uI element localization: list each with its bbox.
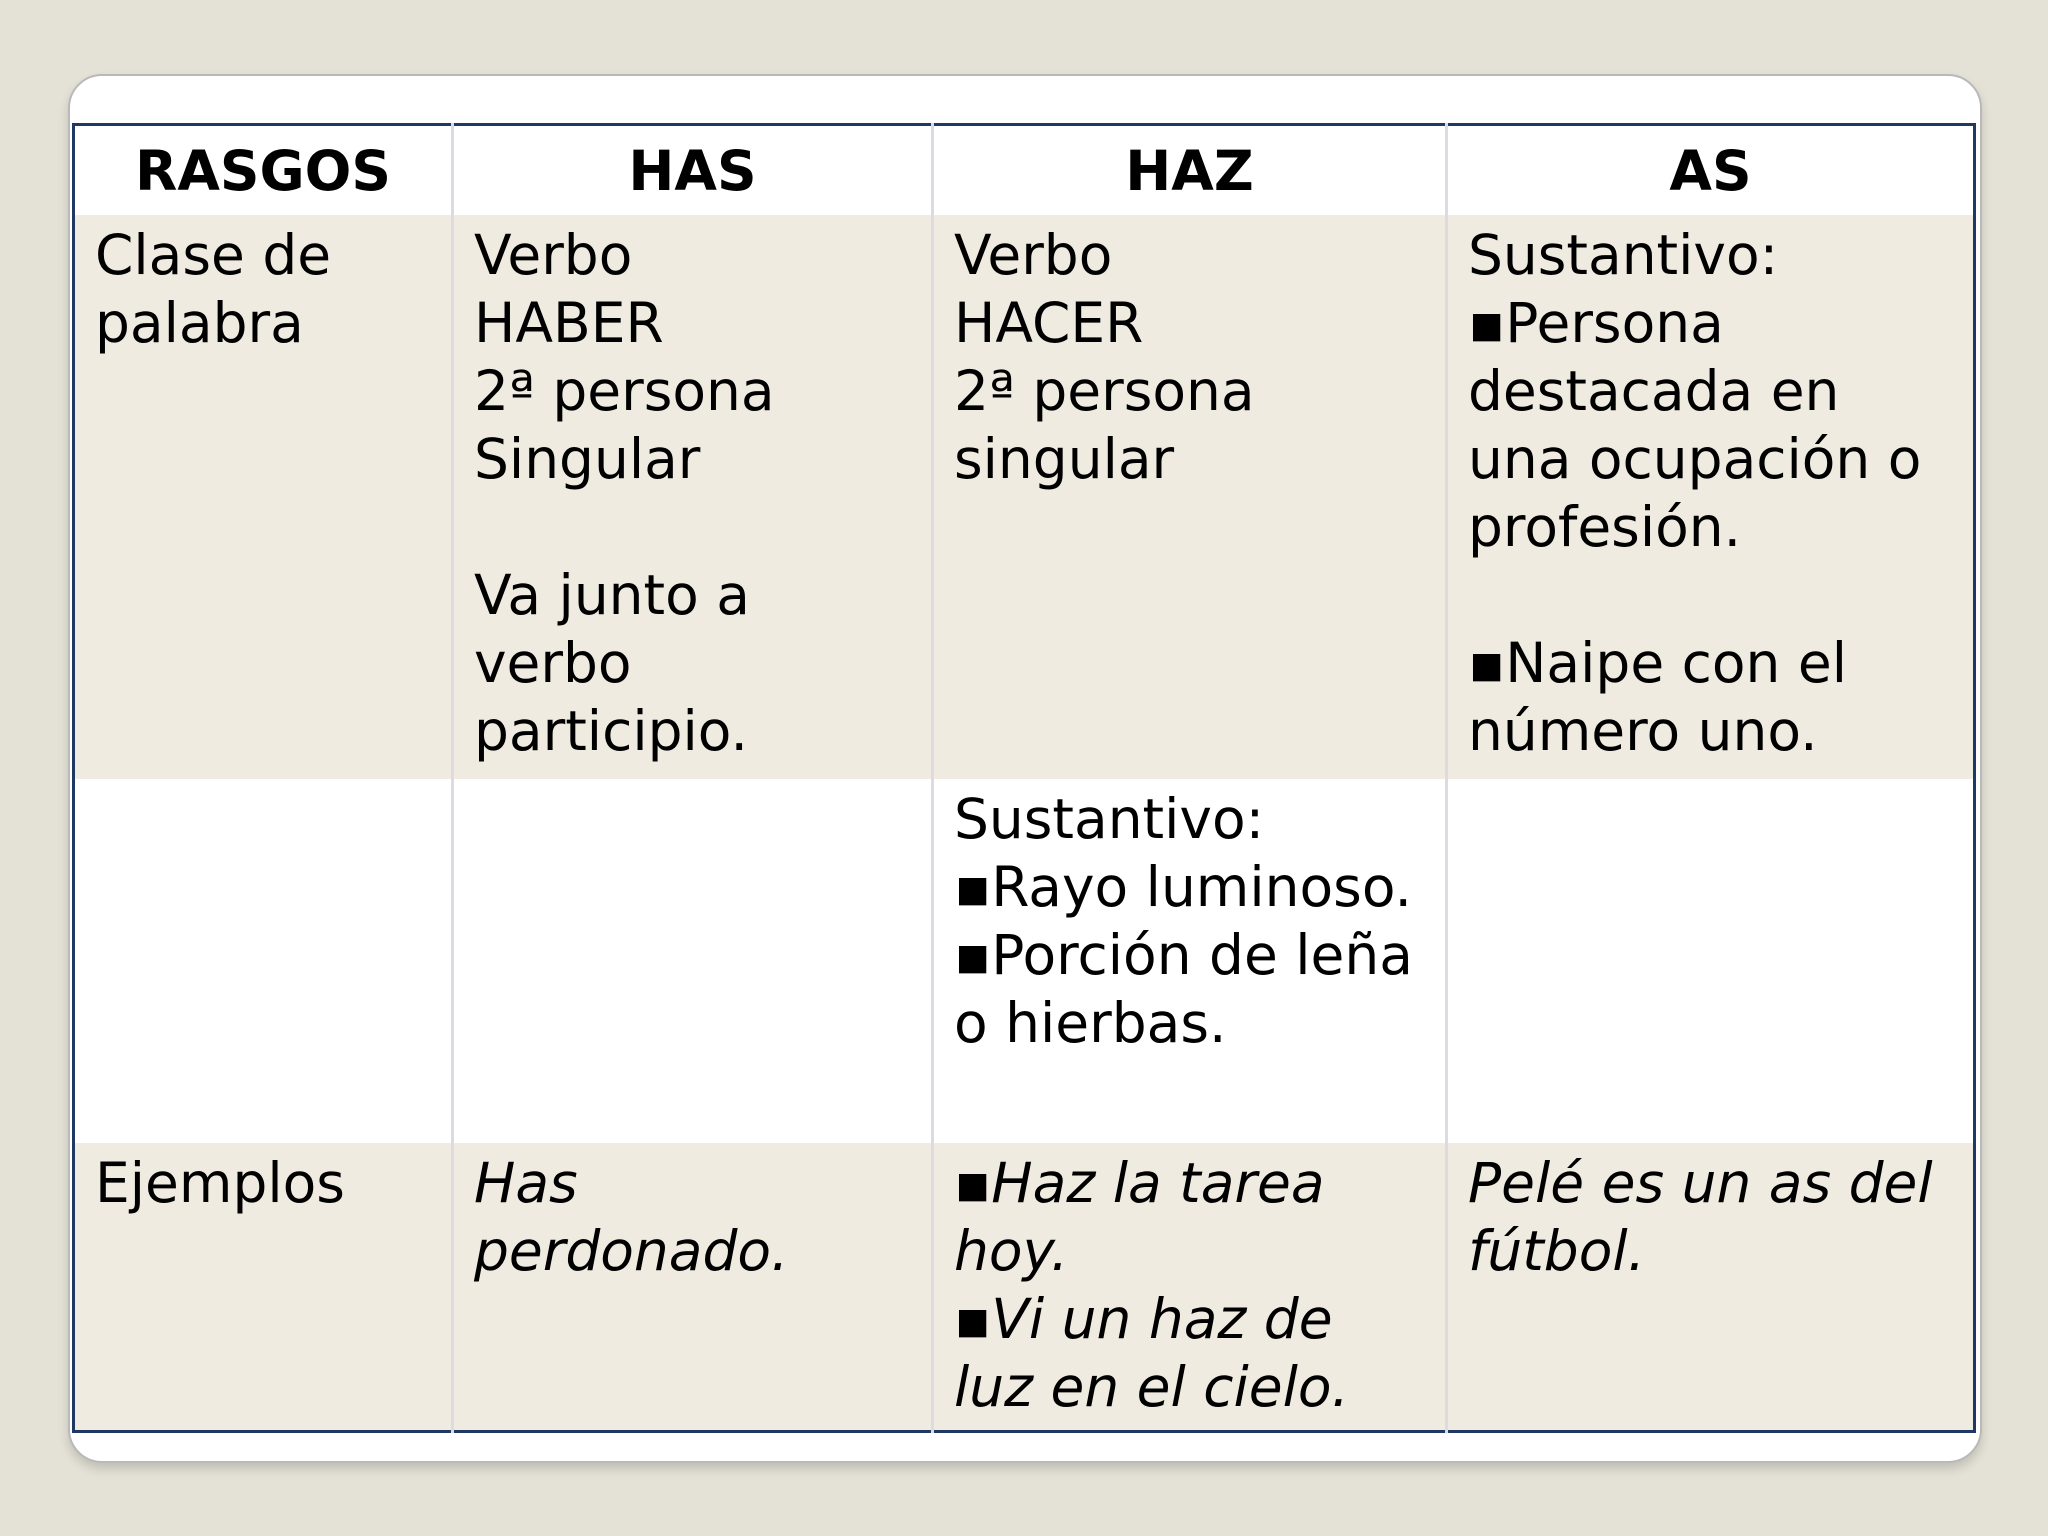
cell-line: hoy. [954, 1219, 1069, 1283]
cell-line: Has [474, 1151, 578, 1215]
header-haz: HAZ [933, 125, 1447, 216]
cell-line: 2ª persona [954, 359, 1255, 423]
table-row [74, 779, 1975, 1143]
cell-line: destacada en [1468, 359, 1840, 423]
empty-cell [1447, 779, 1975, 1143]
comparison-table [72, 123, 1976, 1433]
cell-line: Sustantivo: [954, 787, 1265, 851]
cell-line: Pelé es un as del [1468, 1151, 1933, 1215]
cell-line: perdonado. [474, 1219, 789, 1283]
cell-line: ▪Rayo luminoso. [954, 855, 1412, 919]
cell-line: Clase de [95, 223, 332, 287]
cell-line: palabra [95, 291, 304, 355]
cell-line: verbo [474, 631, 632, 695]
cell-line: número uno. [1468, 699, 1818, 763]
cell-line: una ocupación o [1468, 427, 1922, 491]
header-as: AS [1447, 125, 1975, 216]
cell-line: ▪Naipe con el [1468, 631, 1847, 695]
cell-line: Verbo [474, 223, 633, 287]
row-label-clase [74, 215, 453, 779]
cell-has-ejemplo [453, 1143, 933, 1432]
row-label-ejemplos: Ejemplos [74, 1143, 453, 1432]
cell-line: HABER [474, 291, 664, 355]
cell-line: participio. [474, 699, 748, 763]
cell-line: o hierbas. [954, 991, 1227, 1055]
header-has: HAS [453, 125, 933, 216]
cell-as-clase [1447, 215, 1975, 779]
cell-line: ▪Porción de leña [954, 923, 1413, 987]
cell-line: ▪Haz la tarea [954, 1151, 1325, 1215]
cell-line: Verbo [954, 223, 1113, 287]
table-row [74, 1143, 1975, 1432]
cell-line: singular [954, 427, 1175, 491]
cell-line: luz en el cielo. [954, 1355, 1350, 1419]
cell-line: ▪Persona [1468, 291, 1724, 355]
empty-cell [453, 779, 933, 1143]
cell-line: Sustantivo: [1468, 223, 1779, 287]
cell-line: profesión. [1468, 495, 1742, 559]
cell-haz-ejemplo [933, 1143, 1447, 1432]
cell-line: fútbol. [1468, 1219, 1646, 1283]
empty-cell [74, 779, 453, 1143]
cell-line: Va junto a [474, 563, 750, 627]
cell-as-ejemplo [1447, 1143, 1975, 1432]
cell-line: 2ª persona [474, 359, 775, 423]
cell-line: Singular [474, 427, 701, 491]
cell-line: HACER [954, 291, 1144, 355]
cell-haz-sustantivo [933, 779, 1447, 1143]
header-rasgos: RASGOS [134, 138, 392, 203]
table-row [74, 215, 1975, 779]
cell-haz-clase [933, 215, 1447, 779]
header-row [74, 125, 1975, 216]
cell-has-clase [453, 215, 933, 779]
cell-line: ▪Vi un haz de [954, 1287, 1333, 1351]
